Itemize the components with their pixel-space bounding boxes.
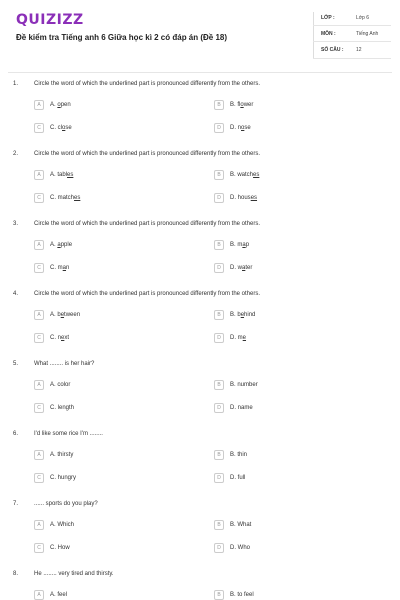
option-prefix: C.: [50, 335, 58, 341]
info-value: Tiếng Anh: [356, 31, 379, 37]
option-prefix: D.: [230, 195, 238, 201]
underlined-part: es: [250, 195, 258, 201]
option-prefix: A.: [50, 522, 58, 528]
option-letter-badge: B: [214, 310, 224, 320]
option-letter-badge: A: [34, 100, 44, 110]
option-pre: color: [57, 382, 71, 388]
option-letter-badge: A: [34, 590, 44, 600]
answer-option[interactable]: [214, 380, 374, 390]
option-pre: thin: [237, 452, 248, 458]
option-letter-badge: D: [214, 263, 224, 273]
option-letter-badge: A: [34, 170, 44, 180]
option-letter-badge: A: [34, 450, 44, 460]
option-pre: m: [57, 265, 63, 271]
option-text: [50, 125, 72, 131]
question-text: I'd like some rice I'm ........: [34, 431, 103, 437]
question-text: He ........ very tired and thirsty.: [34, 571, 114, 577]
answer-option[interactable]: [34, 170, 194, 180]
underlined-part: a: [62, 265, 67, 271]
info-row-count: [313, 44, 391, 58]
option-pre: watch: [237, 172, 254, 178]
option-text: [50, 545, 70, 551]
info-key: LỚP :: [321, 15, 335, 21]
option-prefix: C.: [50, 475, 58, 481]
option-text: [230, 545, 250, 551]
option-letter-badge: C: [34, 123, 44, 133]
answer-option[interactable]: [214, 170, 374, 180]
underlined-part: es: [253, 172, 260, 178]
answer-option[interactable]: [214, 450, 374, 460]
question-number: 8.: [13, 571, 19, 577]
underlined-part: es: [67, 172, 74, 178]
answer-option[interactable]: [34, 240, 194, 250]
option-text: [230, 592, 254, 598]
question-number: 7.: [13, 501, 19, 507]
option-text: [230, 522, 251, 528]
option-letter-badge: D: [214, 473, 224, 483]
option-text: [50, 242, 72, 248]
option-letter-badge: B: [214, 450, 224, 460]
option-letter-badge: B: [214, 240, 224, 250]
option-text: [50, 265, 69, 271]
option-prefix: B.: [230, 172, 238, 178]
underlined-part: e: [240, 312, 245, 318]
question-text: What ........ is her hair?: [34, 361, 95, 367]
underlined-part: e: [60, 312, 65, 318]
option-text: [50, 195, 80, 201]
option-text: [230, 195, 257, 201]
option-letter-badge: B: [214, 100, 224, 110]
option-pre: b: [237, 312, 241, 318]
question-text: Circle the word of which the underlined part is pronounced differently from the others.: [34, 151, 261, 157]
option-prefix: C.: [50, 195, 58, 201]
question-text: Circle the word of which the underlined part is pronounced differently from the others.: [34, 291, 261, 297]
option-text: [230, 265, 252, 271]
option-pre: number: [237, 382, 258, 388]
question-text: Circle the word of which the underlined part is pronounced differently from the others.: [34, 221, 261, 227]
option-letter-badge: A: [34, 380, 44, 390]
question-number: 3.: [13, 221, 19, 227]
option-pre: name: [237, 405, 253, 411]
option-prefix: B.: [230, 522, 238, 528]
option-text: [230, 335, 246, 341]
question-3: [0, 221, 400, 291]
answer-option[interactable]: [214, 333, 374, 343]
option-pre: feel: [57, 592, 68, 598]
option-prefix: C.: [50, 545, 58, 551]
option-prefix: A.: [50, 242, 58, 248]
answer-option[interactable]: [214, 123, 374, 133]
option-text: [50, 592, 67, 598]
question-number: 1.: [13, 81, 19, 87]
option-pre: w: [237, 265, 243, 271]
quizizz-logo: QUIZIZZ: [16, 12, 84, 28]
option-letter-badge: D: [214, 403, 224, 413]
option-prefix: B.: [230, 242, 238, 248]
option-text: [230, 405, 253, 411]
option-pre: How: [57, 545, 70, 551]
option-pre: fl: [237, 102, 241, 108]
answer-option[interactable]: [34, 263, 194, 273]
option-prefix: D.: [230, 545, 238, 551]
answer-option[interactable]: [214, 520, 374, 530]
option-post: pple: [60, 242, 73, 248]
option-text: [230, 102, 253, 108]
question-number: 2.: [13, 151, 19, 157]
answer-option[interactable]: [214, 263, 374, 273]
option-prefix: B.: [230, 102, 238, 108]
underlined-part: a: [242, 242, 246, 248]
question-7: [0, 501, 400, 571]
document-title: Đề kiểm tra Tiếng anh 6 Giữa học kì 2 có đáp án (Đề 18): [16, 33, 228, 42]
option-letter-badge: B: [214, 170, 224, 180]
question-1: [0, 81, 400, 151]
option-text: [230, 125, 251, 131]
option-post: xt: [64, 335, 70, 341]
option-text: [50, 452, 73, 458]
option-letter-badge: C: [34, 403, 44, 413]
option-letter-badge: A: [34, 240, 44, 250]
option-prefix: A.: [50, 382, 58, 388]
answer-option[interactable]: [34, 380, 194, 390]
option-prefix: C.: [50, 405, 58, 411]
option-prefix: A.: [50, 172, 58, 178]
option-pre: full: [237, 475, 246, 481]
underlined-part: o: [240, 102, 244, 108]
info-row-grade: [313, 12, 391, 26]
option-letter-badge: C: [34, 473, 44, 483]
option-pre: match: [57, 195, 75, 201]
answer-option[interactable]: [34, 123, 194, 133]
option-text: [50, 382, 70, 388]
answer-option[interactable]: [214, 590, 374, 600]
answer-option[interactable]: [34, 450, 194, 460]
info-value: 12: [356, 47, 362, 53]
option-pre: cl: [57, 125, 63, 131]
option-pre: Who: [237, 545, 251, 551]
answer-option[interactable]: [214, 240, 374, 250]
option-prefix: C.: [50, 125, 58, 131]
option-letter-badge: D: [214, 543, 224, 553]
option-text: [230, 172, 259, 178]
answer-option[interactable]: [34, 403, 194, 413]
option-prefix: A.: [50, 592, 58, 598]
underlined-part: es: [74, 195, 81, 201]
option-text: [230, 242, 249, 248]
option-post: se: [65, 125, 72, 131]
underlined-part: e: [61, 335, 65, 341]
option-pre: b: [57, 312, 61, 318]
answer-option[interactable]: [34, 333, 194, 343]
info-box-bottom: [313, 58, 391, 59]
option-text: [50, 475, 76, 481]
option-text: [50, 405, 74, 411]
option-letter-badge: A: [34, 310, 44, 320]
option-prefix: A.: [50, 452, 58, 458]
option-prefix: D.: [230, 335, 238, 341]
info-value: Lớp 6: [356, 15, 370, 21]
answer-option[interactable]: [34, 543, 194, 553]
option-letter-badge: B: [214, 590, 224, 600]
question-5: [0, 361, 400, 431]
option-text: [230, 382, 258, 388]
option-post: hind: [244, 312, 256, 318]
answer-option[interactable]: [214, 310, 374, 320]
question-4: [0, 291, 400, 361]
option-text: [50, 172, 73, 178]
option-prefix: D.: [230, 405, 238, 411]
answer-option[interactable]: [34, 473, 194, 483]
answer-option[interactable]: [34, 310, 194, 320]
info-key: SỐ CÂU :: [321, 47, 344, 53]
info-key: MÔN :: [321, 31, 336, 37]
underlined-part: o: [62, 125, 66, 131]
option-pre: m: [237, 242, 243, 248]
answer-option[interactable]: [214, 473, 374, 483]
option-prefix: A.: [50, 102, 58, 108]
option-prefix: A.: [50, 312, 58, 318]
option-prefix: C.: [50, 265, 58, 271]
option-post: se: [244, 125, 251, 131]
option-pre: hungry: [57, 475, 77, 481]
question-number: 5.: [13, 361, 19, 367]
option-pre: m: [237, 335, 243, 341]
answer-option[interactable]: [34, 520, 194, 530]
question-2: [0, 151, 400, 221]
answer-option[interactable]: [214, 543, 374, 553]
option-post: tween: [64, 312, 81, 318]
option-letter-badge: B: [214, 520, 224, 530]
option-pre: to feel: [237, 592, 254, 598]
option-text: [230, 452, 247, 458]
document-header: [0, 0, 400, 68]
underlined-part: a: [242, 265, 246, 271]
option-letter-badge: A: [34, 520, 44, 530]
option-pre: tabl: [57, 172, 68, 178]
underlined-part: o: [241, 125, 245, 131]
option-post: n: [66, 265, 70, 271]
answer-option[interactable]: [34, 193, 194, 203]
option-prefix: B.: [230, 452, 238, 458]
option-post: p: [245, 242, 250, 248]
option-text: [230, 312, 255, 318]
option-text: [50, 312, 80, 318]
question-number: 6.: [13, 431, 19, 437]
option-post: ter: [245, 265, 253, 271]
question-text: ...... sports do you play?: [34, 501, 98, 507]
answer-option[interactable]: [214, 403, 374, 413]
option-pre: length: [57, 405, 75, 411]
option-prefix: D.: [230, 475, 238, 481]
question-text: Circle the word of which the underlined part is pronounced differently from the others.: [34, 81, 261, 87]
header-divider: [8, 72, 392, 73]
option-letter-badge: D: [214, 193, 224, 203]
option-post: pen: [60, 102, 71, 108]
option-text: [50, 102, 71, 108]
option-letter-badge: C: [34, 543, 44, 553]
option-prefix: D.: [230, 265, 238, 271]
option-pre: hous: [237, 195, 251, 201]
answer-option[interactable]: [214, 100, 374, 110]
option-text: [50, 335, 69, 341]
underlined-part: o: [57, 102, 61, 108]
option-letter-badge: C: [34, 263, 44, 273]
question-6: [0, 431, 400, 501]
option-text: [230, 475, 245, 481]
underlined-part: a: [57, 242, 61, 248]
option-pre: Which: [57, 522, 75, 528]
option-text: [50, 522, 74, 528]
answer-option[interactable]: [34, 590, 194, 600]
option-prefix: B.: [230, 382, 238, 388]
option-letter-badge: C: [34, 193, 44, 203]
option-letter-badge: D: [214, 333, 224, 343]
option-letter-badge: C: [34, 333, 44, 343]
info-box: [313, 12, 391, 58]
question-number: 4.: [13, 291, 19, 297]
option-pre: n: [57, 335, 62, 341]
answer-option[interactable]: [214, 193, 374, 203]
answer-option[interactable]: [34, 100, 194, 110]
option-pre: What: [237, 522, 252, 528]
option-prefix: B.: [230, 592, 238, 598]
underlined-part: e: [242, 335, 247, 341]
option-prefix: B.: [230, 312, 238, 318]
option-prefix: D.: [230, 125, 238, 131]
info-row-subject: [313, 28, 391, 42]
option-post: wer: [243, 102, 254, 108]
option-letter-badge: D: [214, 123, 224, 133]
option-pre: thirsty: [57, 452, 74, 458]
option-letter-badge: B: [214, 380, 224, 390]
option-pre: n: [237, 125, 242, 131]
question-8: [0, 571, 400, 600]
